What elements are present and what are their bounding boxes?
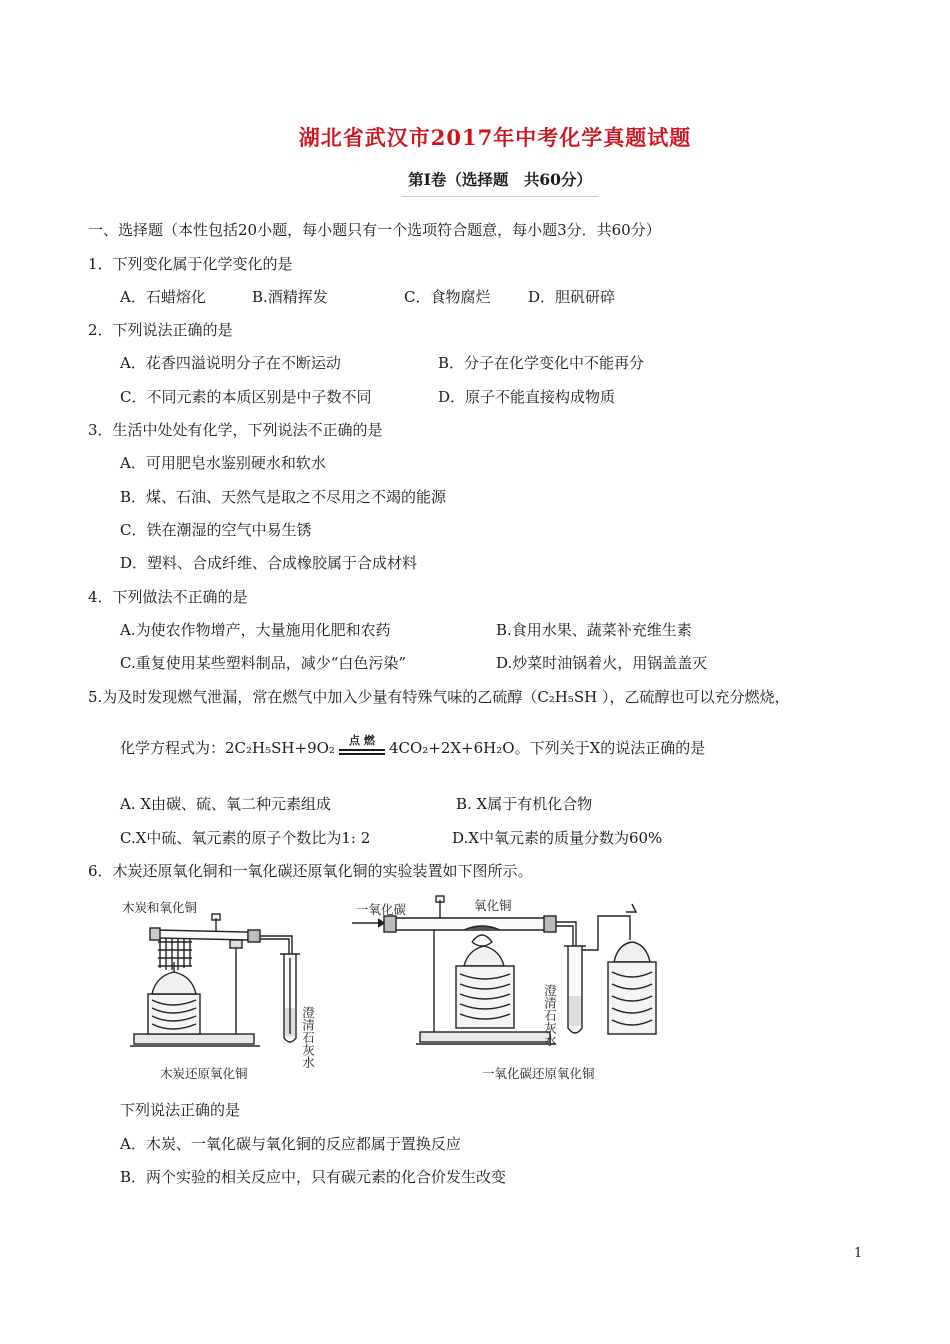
q4-option-a: A.为使农作物增产，大量施用化肥和农药 xyxy=(120,621,391,639)
q2-option-b: B．分子在化学变化中不能再分 xyxy=(438,354,645,372)
q3-option-a: A．可用肥皂水鉴别硬水和软水 xyxy=(120,454,326,472)
q5-stem: 5.为及时发现燃气泄漏，常在燃气中加入少量有特殊气味的乙硫醇（C₂H₅SH ），乙硫醇也可以充分燃烧， xyxy=(88,688,790,706)
fig-right-gas-label: 一氧化碳 xyxy=(356,902,407,917)
q2-option-a: A．花香四溢说明分子在不断运动 xyxy=(120,354,341,372)
apparatus-figure xyxy=(120,888,680,1093)
section-intro: 一、选择题（本性包括20小题，每小题只有一个选项符合题意，每小题3分．共60分） xyxy=(88,221,661,239)
q4-option-d: D.炒菜时油锅着火，用锅盖盖灭 xyxy=(496,654,708,672)
section-heading-text: 第Ⅰ卷（选择题 共60分） xyxy=(408,170,592,189)
q1-stem: 1．下列变化属于化学变化的是 xyxy=(88,255,293,273)
q1-option-d: D．胆矾研碎 xyxy=(528,288,616,306)
fig-left-caption: 木炭还原氧化铜 xyxy=(160,1066,248,1081)
q1-option-b: B.酒精挥发 xyxy=(252,288,328,306)
q4-option-c: C.重复使用某些塑料制品，减少“白色污染” xyxy=(120,654,407,672)
q5-option-b: B. X属于有机化合物 xyxy=(456,795,593,813)
q5-option-a: A. X由碳、硫、氧二种元素组成 xyxy=(120,795,332,813)
fig-right-limewater-label: 澄清石灰水 xyxy=(542,984,558,1047)
q6-follow-text: 下列说法正确的是 xyxy=(120,1101,241,1119)
page-title: 湖北省武汉市2017年中考化学真题试题 xyxy=(298,125,692,150)
q2-option-d: D．原子不能直接构成物质 xyxy=(438,388,616,406)
q3-option-d: D．塑料、合成纤维、合成橡胶属于合成材料 xyxy=(120,554,418,572)
q2-stem: 2．下列说法正确的是 xyxy=(88,321,233,339)
q5-equation-left: 2C₂H₅SH+9O₂ xyxy=(225,739,335,757)
q4-option-b: B.食用水果、蔬菜补充维生素 xyxy=(496,621,692,639)
q1-option-c: C．食物腐烂 xyxy=(404,288,491,306)
q5-equation-prefix: 化学方程式为： xyxy=(120,739,226,757)
fig-right-top-label: 氧化铜 xyxy=(474,898,512,913)
reaction-condition-arrow xyxy=(337,736,387,762)
section-heading-underline xyxy=(402,196,598,197)
q3-option-c: C．铁在潮湿的空气中易生锈 xyxy=(120,521,312,539)
reaction-condition: 点 燃 xyxy=(349,734,375,747)
section-heading xyxy=(380,168,620,197)
q5-equation xyxy=(120,736,705,762)
q5-option-d: D.X中氧元素的质量分数为60% xyxy=(452,829,663,847)
q6-stem: 6．木炭还原氧化铜和一氧化碳还原氧化铜的实验装置如下图所示。 xyxy=(88,862,533,880)
q3-stem: 3．生活中处处有化学，下列说法不正确的是 xyxy=(88,421,383,439)
q6-option-a: A．木炭、一氧化碳与氧化铜的反应都属于置换反应 xyxy=(120,1135,461,1153)
fig-right-caption: 一氧化碳还原氧化铜 xyxy=(482,1066,595,1081)
q4-stem: 4．下列做法不正确的是 xyxy=(88,588,248,606)
q5-option-c: C.X中硫、氧元素的原子个数比为1: 2 xyxy=(120,829,371,847)
apparatus-diagram xyxy=(120,888,680,1093)
q3-option-b: B．煤、石油、天然气是取之不尽用之不竭的能源 xyxy=(120,488,447,506)
q1-option-a: A．石蜡熔化 xyxy=(120,288,206,306)
q5-equation-right: 4CO₂+2X+6H₂O xyxy=(388,739,515,757)
q5-equation-suffix: 。下列关于X的说法正确的是 xyxy=(514,739,706,757)
page-number: 1 xyxy=(854,1246,863,1261)
fig-left-top-label: 木炭和氧化铜 xyxy=(122,900,198,915)
q6-option-b: B．两个实验的相关反应中，只有碳元素的化合价发生改变 xyxy=(120,1168,507,1186)
q2-option-c: C．不同元素的本质区别是中子数不同 xyxy=(120,388,372,406)
fig-left-limewater-label: 澄清石灰水 xyxy=(300,1006,316,1069)
